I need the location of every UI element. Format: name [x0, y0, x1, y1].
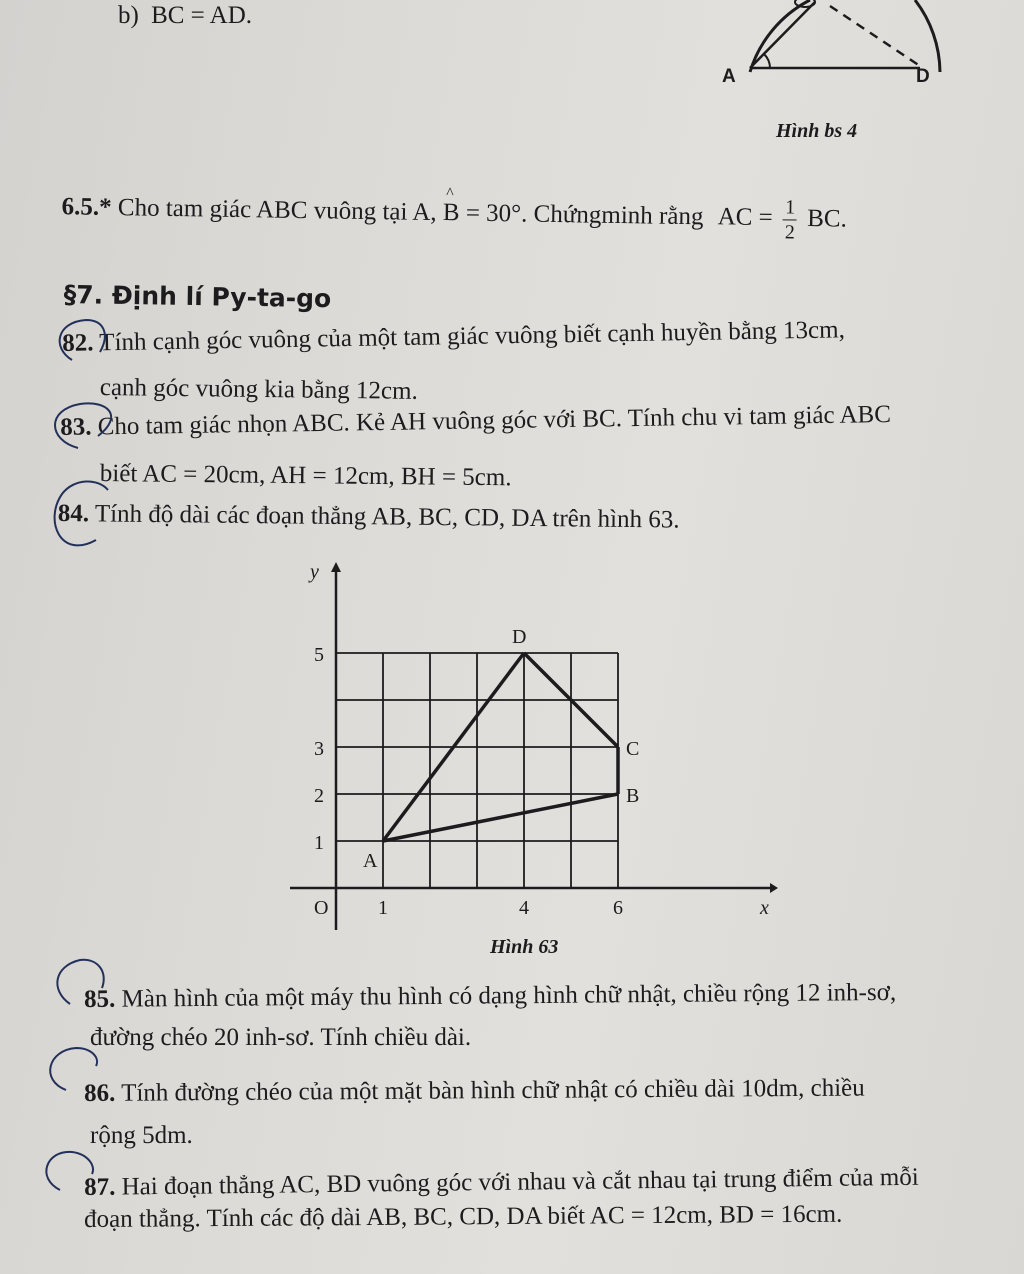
exercise-85-number: 85.	[84, 985, 116, 1013]
pen-circle-87	[46, 1152, 93, 1190]
exercise-84-number: 84.	[57, 500, 90, 528]
exercise-87-line2: đoạn thẳng. Tính các độ dài AB, BC, CD, DA biết AC = 12cm, BD = 16cm.	[84, 1200, 843, 1233]
point-label-c: C	[626, 738, 640, 760]
exercise-82-line1: Tính cạnh góc vuông của một tam giác vuông biết cạnh huyền bằng 13cm,	[99, 316, 846, 357]
x-tick-label: 4	[519, 897, 529, 919]
pen-circle-84	[55, 481, 108, 545]
exercise-83-number: 83.	[60, 413, 92, 441]
y-tick-label: 1	[314, 832, 324, 854]
circle-figure-caption: Hình bs 4	[776, 120, 858, 142]
angle-b-hat: ^ B	[443, 199, 460, 227]
exercise-82-number: 82.	[62, 329, 94, 357]
y-axis-label: y	[310, 561, 319, 583]
y-tick-label: 2	[314, 785, 324, 807]
pen-circle-85	[57, 960, 103, 1004]
pen-circle-86	[50, 1048, 97, 1090]
exercise-85-line1: Màn hình của một máy thu hình có dạng hình chữ nhật, chiều rộng 12 inh-sơ,	[121, 978, 897, 1013]
fraction-numerator: 1	[783, 197, 797, 220]
ac-equals: AC =	[717, 203, 773, 232]
exercise-85-line2: đường chéo 20 inh-sơ. Tính chiều dài.	[90, 1024, 472, 1051]
exercise-87-number: 87.	[84, 1173, 116, 1201]
exercise-82-line2: cạnh góc vuông kia bằng 12cm.	[99, 374, 418, 405]
fraction-denominator: 2	[784, 221, 795, 244]
exercise-84-line1: Tính độ dài các đoạn thẳng AB, BC, CD, DA trên hình 63.	[94, 500, 680, 534]
origin-label: O	[314, 897, 329, 919]
point-label-d: D	[512, 626, 527, 648]
pen-circle-83	[55, 403, 111, 448]
part-b-formula: BC = AD.	[151, 2, 253, 29]
figure-63-caption: Hình 63	[490, 936, 559, 958]
pen-circle-82	[60, 320, 105, 360]
section-title: §7. Định lí Py-ta-go	[63, 280, 332, 314]
exercise-83-line2: biết AC = 20cm, AH = 12cm, BH = 5cm.	[99, 460, 512, 492]
part-b-label: b)	[118, 2, 139, 29]
x-tick-label: 6	[613, 897, 623, 919]
angle-b-value: = 30°.	[465, 199, 528, 228]
x-tick-label: 1	[378, 897, 388, 919]
y-tick-label: 3	[314, 738, 324, 760]
exercise-6-5-text2: Chứngminh rằng	[533, 200, 704, 231]
exercise-86-line2: rộng 5dm.	[90, 1122, 193, 1149]
exercise-6-5-text: Cho tam giác ABC vuông tại A,	[117, 194, 437, 227]
circle-point-d: D	[916, 66, 930, 87]
exercise-83-line1: Cho tam giác nhọn ABC. Kẻ AH vuông góc với BC. Tính chu vi tam giác ABC	[97, 400, 892, 441]
exercise-6-5-number: 6.5.*	[61, 193, 112, 222]
bc-text: BC.	[807, 204, 848, 233]
circle-point-a: A	[722, 66, 736, 87]
point-label-b: B	[626, 785, 640, 807]
exercise-87-line1: Hai đoạn thẳng AC, BD vuông góc với nhau và cắt nhau tại trung điểm của mỗi	[121, 1163, 919, 1201]
exercise-86-line1: Tính đường chéo của một mặt bàn hình chữ nhật có chiều dài 10dm, chiều	[121, 1074, 865, 1107]
y-tick-label: 5	[314, 644, 324, 666]
exercise-86-number: 86.	[84, 1079, 116, 1107]
point-label-a: A	[363, 850, 378, 872]
x-axis-label: x	[760, 897, 769, 919]
